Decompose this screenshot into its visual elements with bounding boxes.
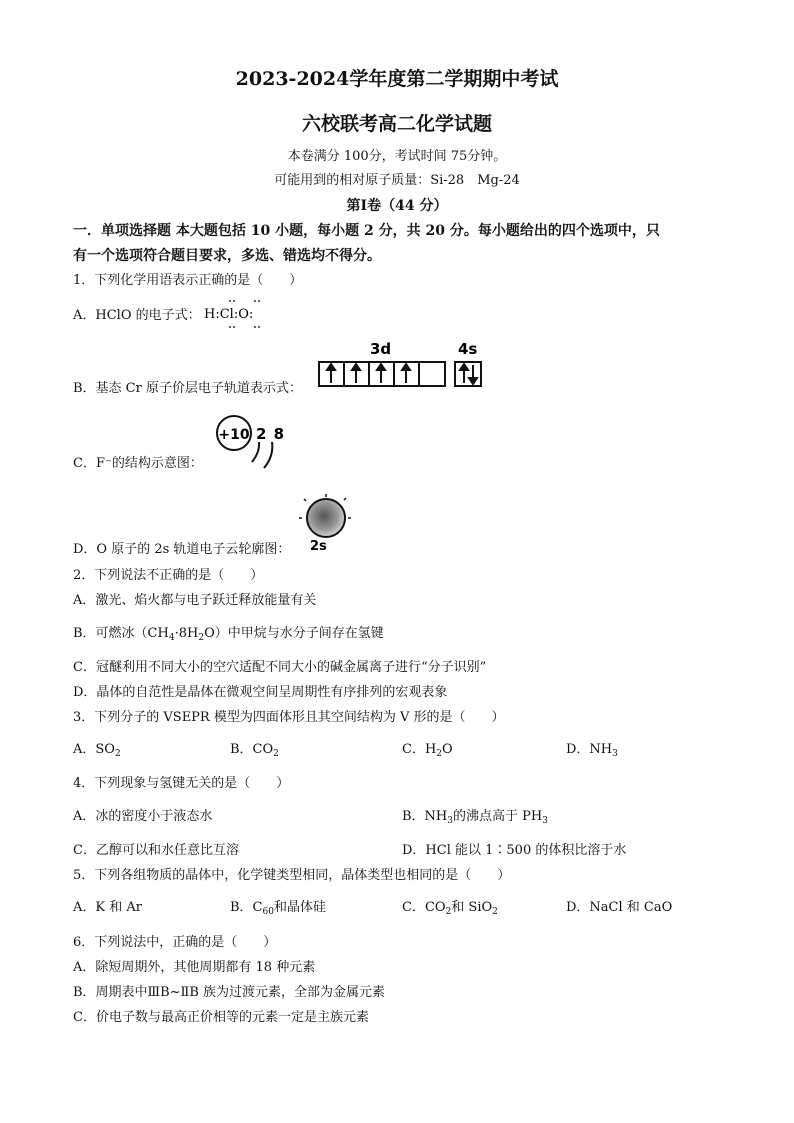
q5-option-c: C．$CO_2$和 SiO$_2$ (402, 900, 498, 917)
q2-option-a: A．激光、焰火都与电子跃迁释放能量有关 (73, 593, 317, 608)
q3-option-c: C．$H_2O$ (402, 742, 453, 759)
label-3d: 3d (370, 340, 392, 358)
hclo-electron-formula (204, 296, 274, 332)
q1-option-b: B．基态 Cr 原子价层电子轨道表示式： (73, 381, 302, 396)
fluoride-nucleus-label: +10 (218, 427, 250, 443)
q4-option-d: D．HCl 能以 1∶500 的体积比溶于水 (402, 843, 627, 858)
exam-info-score: 本卷满分 100分，考试时间 75分钟。 (287, 149, 507, 164)
q4-stem: 4．下列现象与氢键无关的是（ ） (73, 776, 290, 791)
q3-option-d: D．$NH_3$ (566, 742, 618, 759)
section-title: 第Ⅰ卷（44 分） (346, 198, 448, 214)
q6-stem: 6．下列说法中，正确的是（ ） (73, 935, 277, 950)
hclo-formula-text: H:Cl:O: (204, 307, 254, 322)
cr-orbital-diagram (316, 338, 486, 390)
q3-stem: 3．下列分子的 VSEPR 模型为四面体形且其空间结构为 V 形的是（ ） (73, 710, 505, 725)
q1-stem: 1．下列化学用语表示正确的是（ ） (73, 273, 303, 288)
q4-option-c: C．乙醇可以和水任意比互溶 (73, 843, 239, 858)
q6-option-c: C．价电子数与最高正价相等的元素一定是主族元素 (73, 1010, 369, 1025)
2s-orbital-cloud-image (296, 492, 356, 556)
q6-option-b: B．周期表中ⅢB~ⅡB 族为过渡元素，全部为金属元素 (73, 985, 386, 1000)
q1-option-c: C．F⁻的结构示意图： (73, 456, 203, 471)
q5-option-a: A．K 和 Ar (73, 900, 142, 915)
q5-option-d: D．NaCl 和 CaO (566, 900, 673, 915)
label-4s: 4s (458, 340, 478, 358)
q2-stem: 2．下列说法不正确的是（ ） (73, 568, 264, 583)
q6-option-a: A．除短周期外，其他周期都有 18 种元素 (73, 960, 316, 975)
fluoride-structure-diagram (212, 414, 292, 470)
q2-option-c: C．冠醚利用不同大小的空穴适配不同大小的碱金属离子进行“分子识别” (73, 660, 487, 675)
orbital-2s-label: 2s (310, 539, 327, 554)
q4-option-a: A．冰的密度小于液态水 (73, 809, 213, 824)
instructions-line-2: 有一个选项符合题目要求，多选、错选均不得分。 (73, 248, 381, 264)
q1-option-d: D．O 原子的 2s 轨道电子云轮廓图： (73, 542, 291, 557)
exam-subtitle: 六校联考高二化学试题 (301, 113, 492, 135)
exam-info-atomic-mass: 可能用到的相对原子质量：Si-28 Mg-24 (274, 173, 520, 188)
exam-title: 2023-2024学年度第二学期期中考试 (235, 68, 559, 90)
q1-option-a: A．HClO 的电子式： (73, 308, 201, 323)
q4-option-b: B．$NH_3$的沸点高于 $PH_3$ (402, 809, 548, 826)
q2-option-b: B．可燃冰$(CH_4\cdot 8H_2O)$中甲烷与水分子间存在氢键 (73, 626, 384, 643)
q3-option-b: B．$CO_2$ (230, 742, 279, 759)
q2-option-d: D．晶体的自范性是晶体在微观空间呈周期性有序排列的宏观表象 (73, 685, 448, 700)
q3-option-a: A．$SO_2$ (73, 742, 121, 759)
q5-stem: 5．下列各组物质的晶体中，化学键类型相同，晶体类型也相同的是（ ） (73, 868, 511, 883)
instructions-line-1: 一．单项选择题 本大题包括 10 小题，每小题 2 分，共 20 分。每小题给出的四个选项中，只 (73, 223, 660, 239)
fluoride-shell-label: 2 8 (256, 425, 286, 443)
q5-option-b: B．$C_{60}$和晶体硅 (230, 900, 326, 917)
